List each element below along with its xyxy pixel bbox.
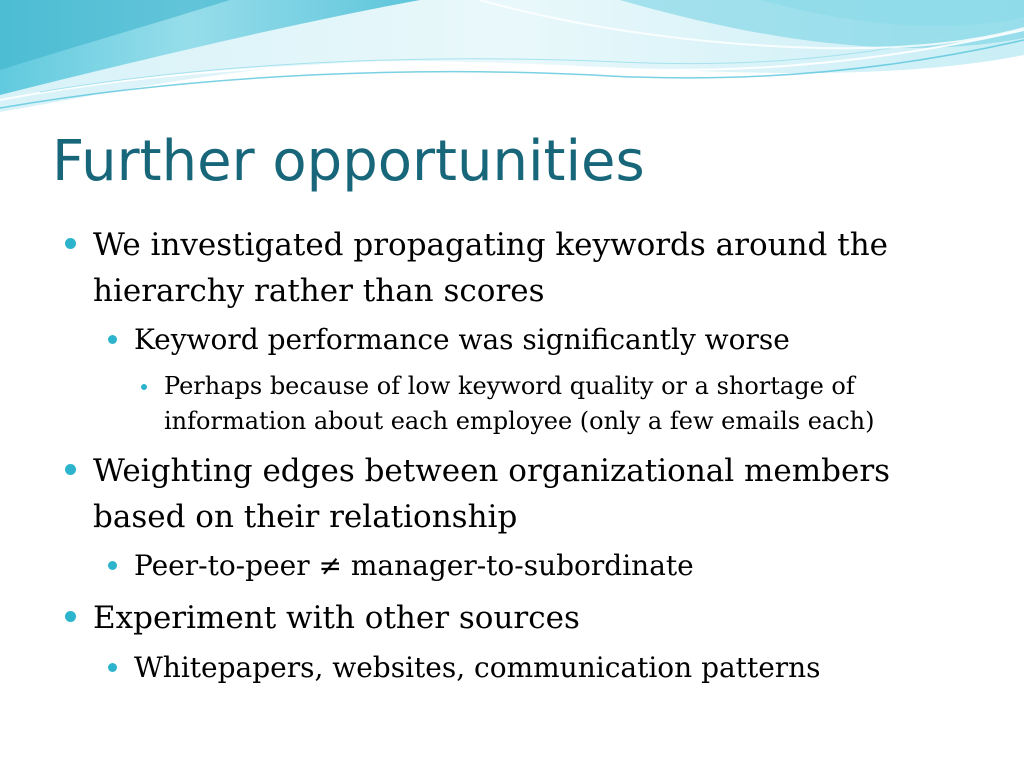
bullet-dot-icon (108, 335, 117, 344)
bullet-line: Experiment with other sources (93, 600, 580, 636)
bullet-dot-icon (65, 464, 76, 475)
bullet-line: Perhaps because of low keyword quality or a shortage of (164, 372, 855, 400)
bullet-dot-icon (141, 384, 147, 390)
bullet-level2-item (134, 648, 954, 688)
bullet-line: hierarchy rather than scores (93, 273, 545, 309)
bullet-line: Weighting edges between organizational members (93, 453, 891, 489)
bullet-level3-item (164, 369, 984, 439)
bullet-level1-item (93, 222, 943, 314)
bullet-line: Whitepapers, websites, communication patterns (134, 651, 821, 684)
bullet-line: Keyword performance was significantly worse (134, 323, 790, 356)
bullet-level1-item (93, 595, 943, 641)
bullet-level1-item (93, 448, 943, 540)
bullet-dot-icon (65, 238, 76, 249)
bullet-line: information about each employee (only a few emails each) (164, 407, 875, 435)
bullet-line: We investigated propagating keywords around the (93, 227, 889, 263)
bullet-dot-icon (65, 611, 76, 622)
slide-title: Further opportunities (52, 129, 645, 194)
bullet-line: based on their relationship (93, 499, 518, 535)
bullet-dot-icon (108, 663, 117, 672)
bullet-line: Peer-to-peer ≠ manager-to-subordinate (134, 549, 694, 582)
bullet-dot-icon (108, 561, 117, 570)
bullet-level2-item (134, 546, 954, 586)
bullet-level2-item (134, 320, 954, 360)
